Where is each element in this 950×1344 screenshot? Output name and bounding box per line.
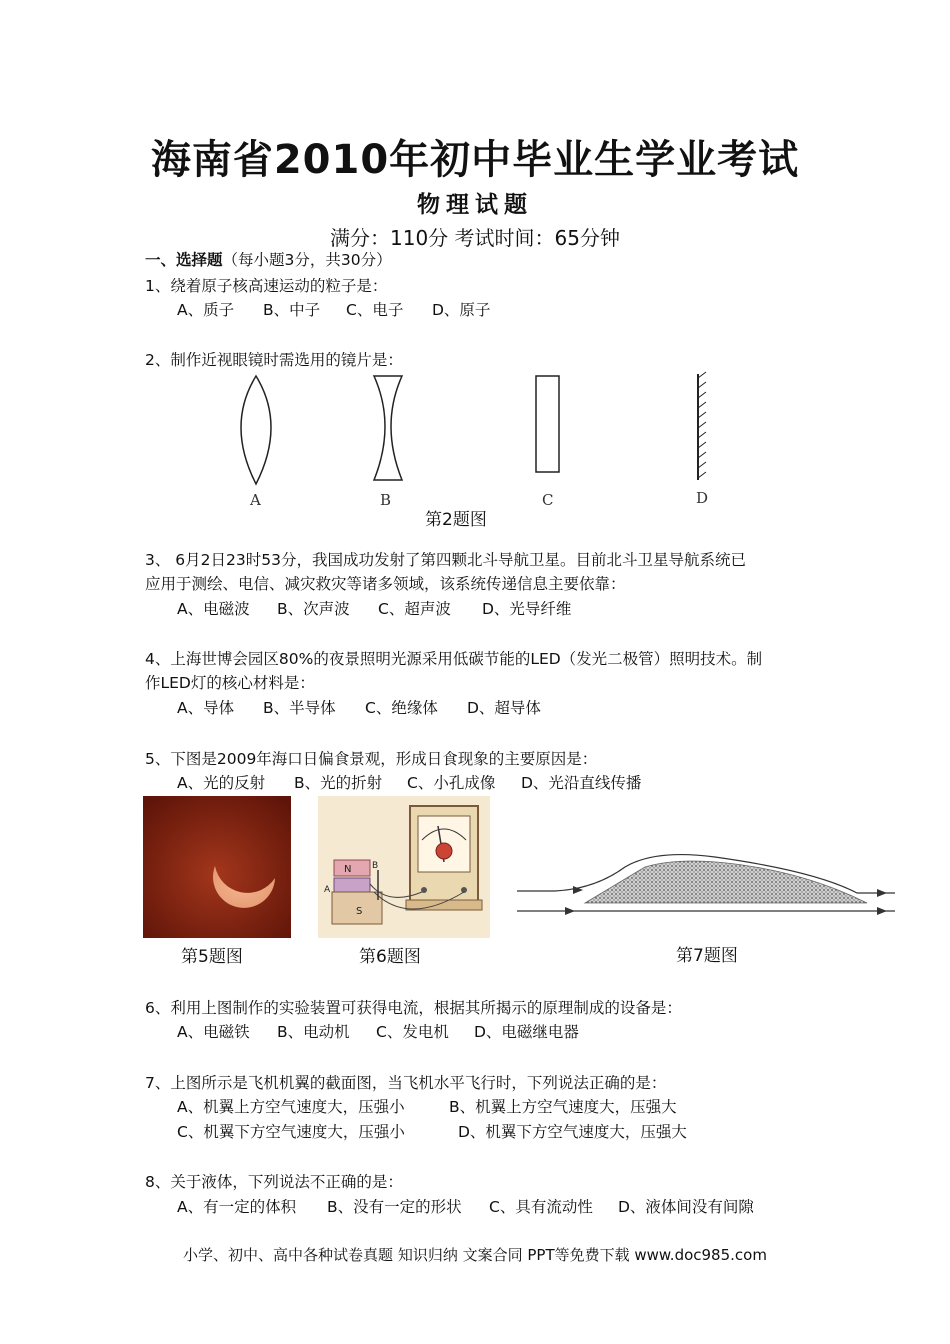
- q5-option-b: B、光的折射: [294, 774, 383, 792]
- footer-text: 小学、初中、高中各种试卷真题 知识归纳 文案合同 PPT等免费下载 www.doc985.com: [183, 1246, 767, 1264]
- section-note: （每小题3分，共30分）: [222, 251, 392, 269]
- figure-5-caption: 第5题图: [181, 947, 243, 967]
- exam-subtitle: 物理试题: [417, 192, 533, 218]
- question-3-options: [177, 597, 571, 621]
- q3-option-c: C、超声波: [378, 600, 451, 618]
- pole-s-label: S: [356, 906, 363, 917]
- question-5-options: [177, 771, 641, 795]
- lens-label-a: A: [250, 491, 261, 509]
- figure-2-caption: 第2题图: [425, 510, 487, 530]
- q4-option-a: A、导体: [177, 699, 235, 717]
- question-5-stem: 5、下图是2009年海口日偏食景观，形成日食现象的主要原因是：: [145, 750, 598, 768]
- q7-option-b: B、机翼上方空气速度大，压强大: [449, 1098, 677, 1116]
- q6-option-b: B、电动机: [277, 1023, 350, 1041]
- question-2-stem: 2、制作近视眼镜时需选用的镜片是：: [145, 351, 403, 369]
- exam-title: 海南省2010年初中毕业生学业考试: [150, 137, 800, 183]
- exam-meta: 满分：110分 考试时间：65分钟: [330, 226, 620, 250]
- question-8-stem: 8、关于液体，下列说法不正确的是：: [145, 1173, 403, 1191]
- plane-mirror: [698, 372, 706, 480]
- q8-option-c: C、具有流动性: [489, 1198, 593, 1216]
- q6-option-c: C、发电机: [376, 1023, 449, 1041]
- question-4-options: [177, 696, 541, 720]
- terminal-a-label: A: [324, 885, 331, 895]
- q3-option-a: A、电磁波: [177, 600, 250, 618]
- q8-option-d: D、液体间没有间隙: [618, 1198, 754, 1216]
- question-3-stem-line1: 3、 6月2日23时53分，我国成功发射了第四颗北斗导航卫星。目前北斗卫星导航系统已: [145, 551, 746, 569]
- question-6-stem: 6、利用上图制作的实验装置可获得电流，根据其所揭示的原理制成的设备是：: [145, 999, 682, 1017]
- lens-label-c: C: [542, 491, 554, 509]
- question-1-stem: 1、绕着原子核高速运动的粒子是：: [145, 277, 388, 295]
- q8-option-b: B、没有一定的形状: [327, 1198, 462, 1216]
- q4-option-b: B、半导体: [263, 699, 336, 717]
- figure-6-caption: 第6题图: [359, 947, 421, 967]
- wing-section: [585, 861, 867, 903]
- question-7-stem: 7、上图所示是飞机机翼的截面图，当飞机水平飞行时，下列说法正确的是：: [145, 1074, 667, 1092]
- pole-n-label: N: [344, 864, 352, 875]
- lens-label-b: B: [380, 491, 392, 509]
- q6-option-a: A、电磁铁: [177, 1023, 250, 1041]
- convex-lens: [241, 376, 271, 484]
- q1-option-a: A、质子: [177, 301, 235, 319]
- q5-option-a: A、光的反射: [177, 774, 266, 792]
- question-8-options: [177, 1195, 754, 1219]
- section-title: 一、选择题: [145, 251, 223, 269]
- airfoil-diagram: [515, 845, 900, 925]
- eclipse-photo: [143, 796, 291, 938]
- q8-option-a: A、有一定的体积: [177, 1198, 297, 1216]
- q5-option-c: C、小孔成像: [407, 774, 496, 792]
- q7-option-d: D、机翼下方空气速度大，压强大: [458, 1123, 687, 1141]
- q5-option-d: D、光沿直线传播: [521, 774, 642, 792]
- question-1-options: [177, 298, 490, 322]
- flat-glass: [536, 376, 559, 472]
- q1-option-d: D、原子: [432, 301, 491, 319]
- section-heading: [145, 248, 392, 272]
- q3-option-d: D、光导纤维: [482, 600, 572, 618]
- q6-option-d: D、电磁继电器: [474, 1023, 579, 1041]
- figure-7-caption: 第7题图: [676, 946, 738, 966]
- q7-option-c: C、机翼下方空气速度大，压强小: [177, 1123, 405, 1141]
- q1-option-c: C、电子: [346, 301, 404, 319]
- q4-option-c: C、绝缘体: [365, 699, 438, 717]
- terminal-b-label: B: [372, 861, 379, 871]
- galvanometer-apparatus: [318, 796, 490, 938]
- question-3-stem-line2: 应用于测绘、电信、减灾救灾等诸多领域，该系统传递信息主要依靠：: [145, 575, 626, 593]
- question-6-options: [177, 1020, 579, 1044]
- lens-label-d: D: [696, 489, 709, 507]
- concave-lens: [374, 376, 402, 480]
- q1-option-b: B、中子: [263, 301, 321, 319]
- question-4-stem-line1: 4、上海世博会园区80%的夜景照明光源采用低碳节能的LED（发光二极管）照明技术。制: [145, 650, 763, 668]
- q7-option-a: A、机翼上方空气速度大，压强小: [177, 1098, 405, 1116]
- q4-option-d: D、超导体: [467, 699, 541, 717]
- question-4-stem-line2: 作LED灯的核心材料是：: [145, 674, 315, 692]
- q3-option-b: B、次声波: [277, 600, 350, 618]
